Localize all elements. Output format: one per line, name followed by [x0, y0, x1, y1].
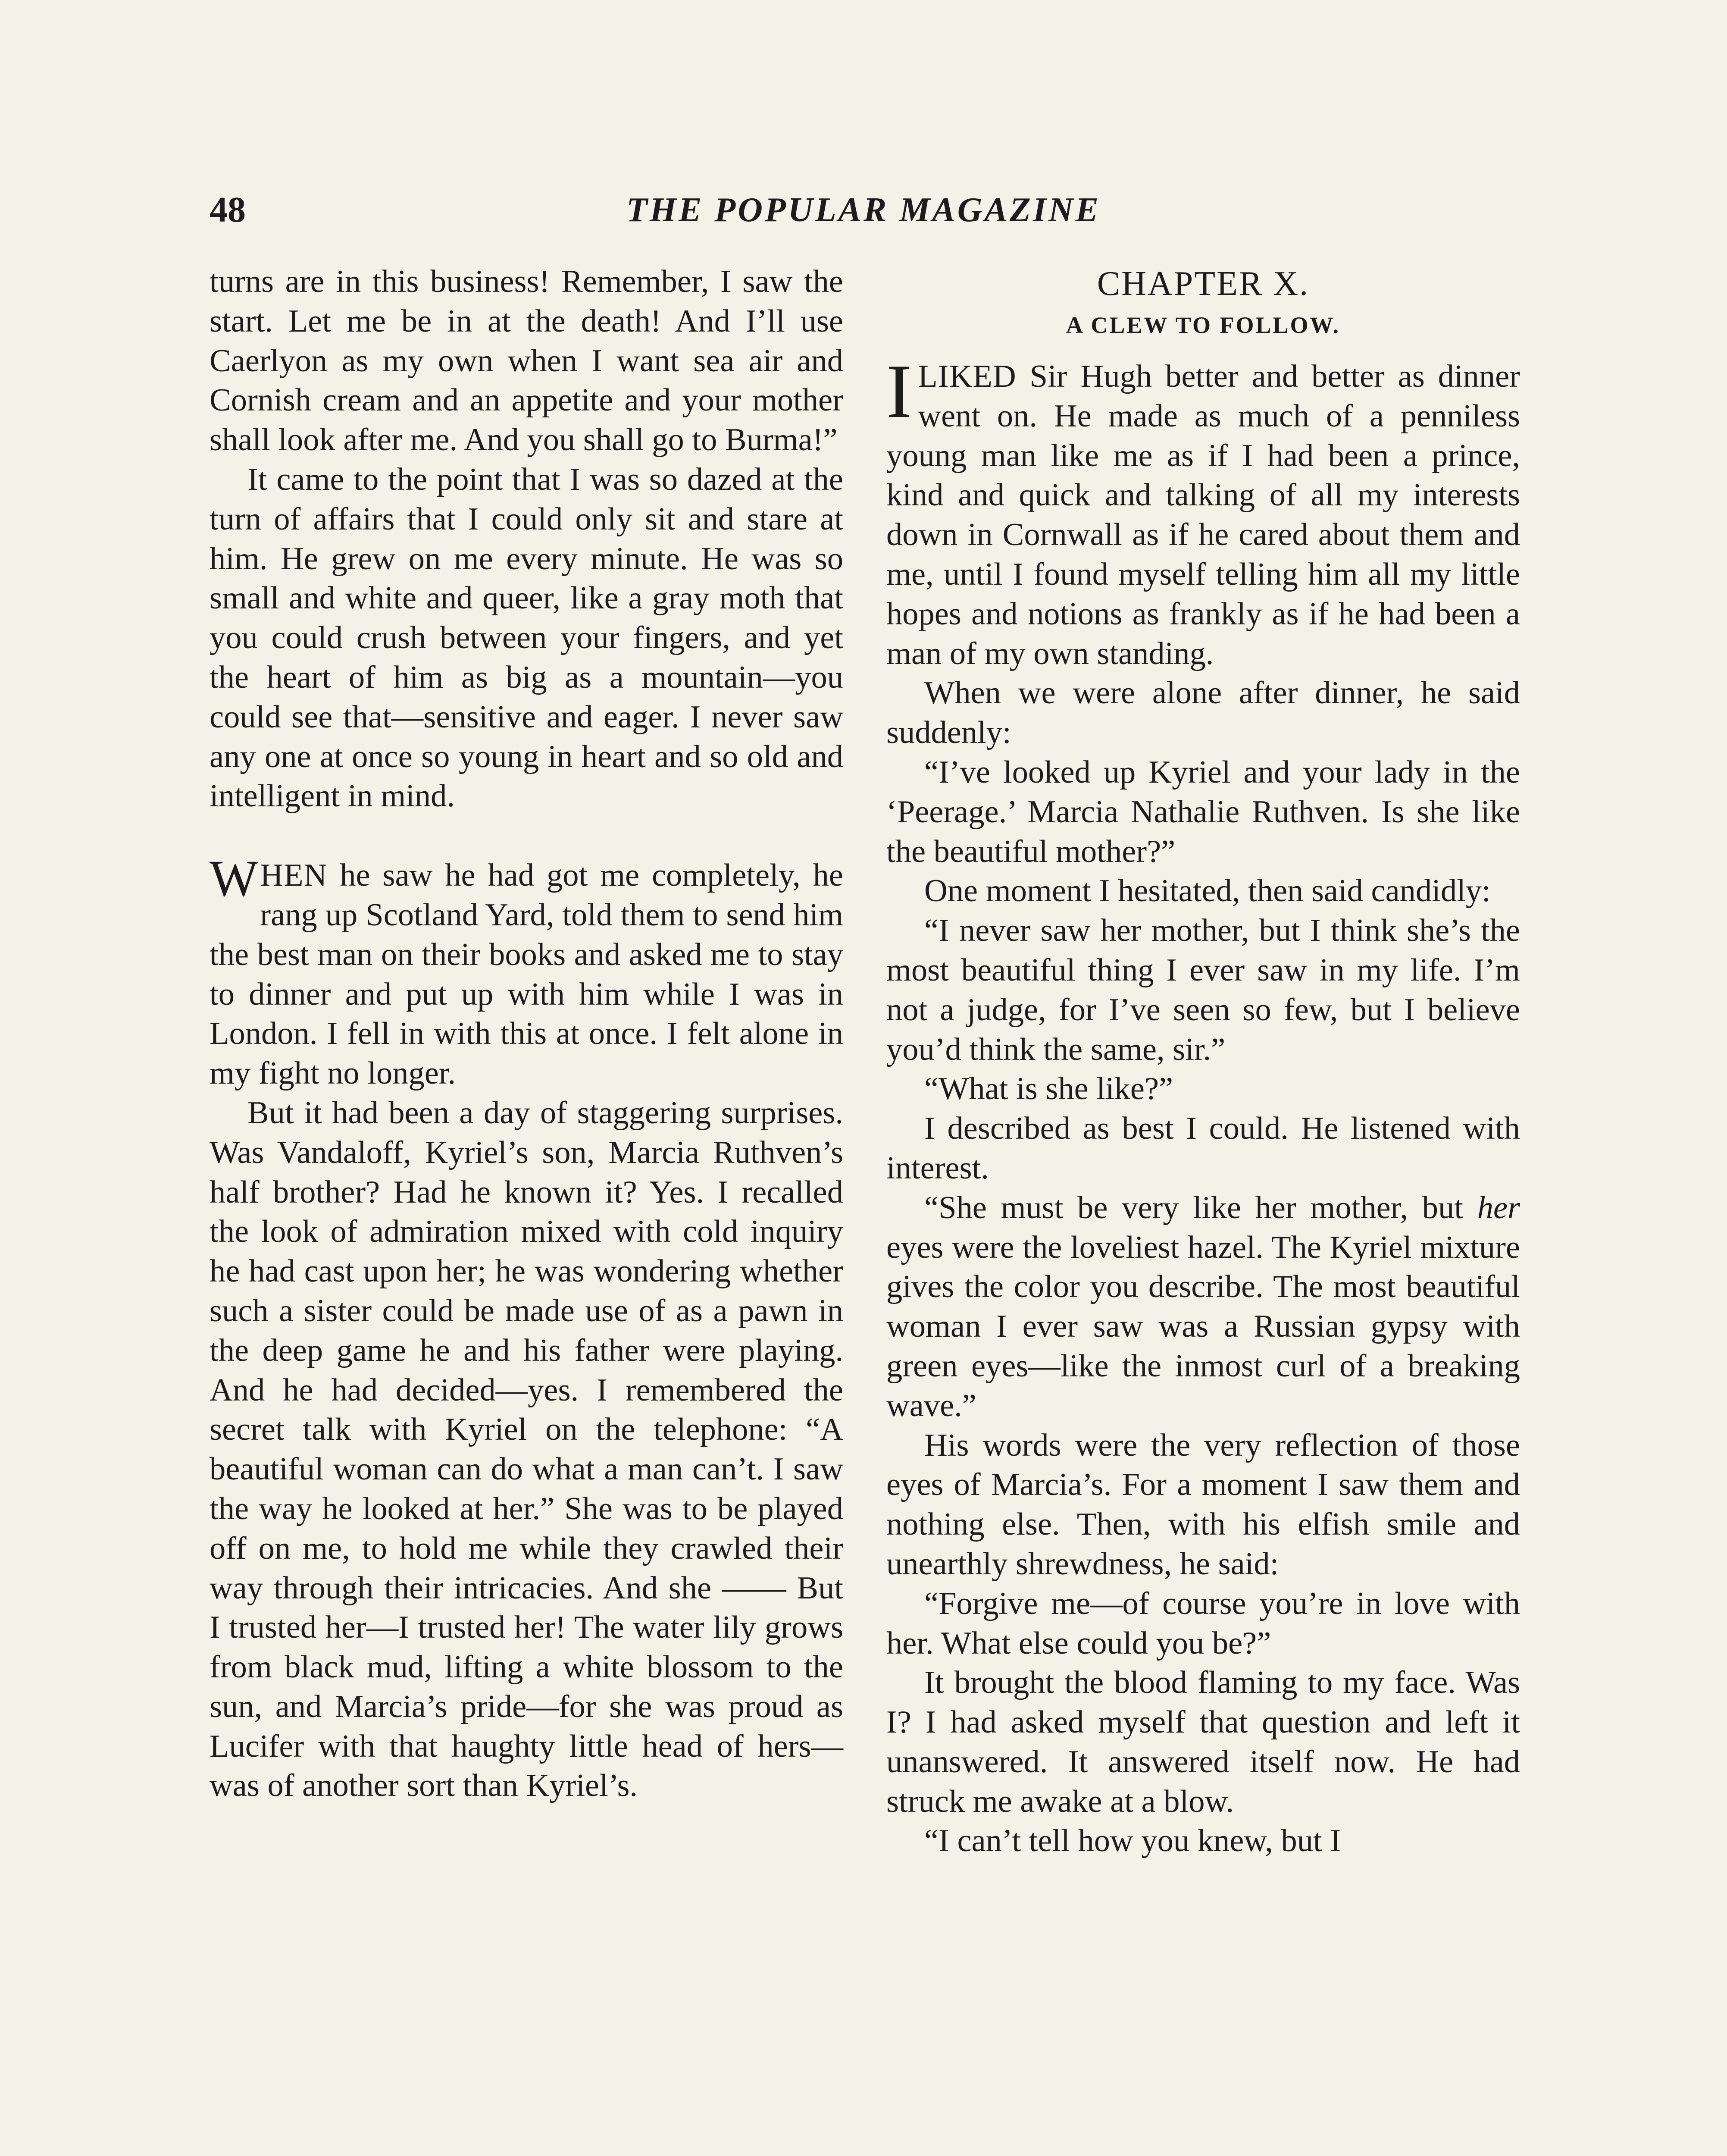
paragraph: “What is she like?” [924, 1071, 1173, 1107]
lead-in-caps: HEN [260, 858, 328, 893]
left-column [210, 262, 843, 1806]
emphasis: her [1477, 1190, 1520, 1225]
right-column [886, 262, 1520, 1861]
running-title: THE POPULAR MAGAZINE [626, 191, 1101, 229]
chapter-subtitle: A CLEW TO FOLLOW. [1066, 312, 1341, 338]
paragraph [886, 348, 1520, 674]
page-number: 48 [210, 190, 246, 230]
paragraph: His words were the very reflection of those eyes of Marcia’s. For a moment I saw them and nothing else. Then, with his elfish smile and unearthly shrewdness, he said: [886, 1427, 1520, 1582]
paragraph [210, 849, 843, 1094]
paragraph-text: “She must be very like her mother, but [924, 1190, 1477, 1225]
paragraph [886, 1188, 1520, 1426]
paragraph-text: he saw he had got me completely, he rang up Scotland Yard, told them to send him the best man on their books and asked me to stay to dinner and put up with him while I was in London. I fell in with this at once. I felt alone in my fight no longer. [210, 858, 843, 1091]
paragraph: “Forgive me—of course you’re in love with her. What else could you be?” [886, 1586, 1520, 1661]
paragraph: turns are in this business! Remember, I saw the start. Let me be in at the death! And I’ll use Caerlyon as my own when I want sea air and Cornish cream and an appetite and your mother shall look after me. And you shall go to Burma!” [210, 264, 843, 458]
paragraph-text: Sir Hugh better and better as dinner went on. He made as much of a penniless young man like me as if I had been a prince, kind and quick and talking of all my interests down in Cornwall as if he cared about them and me, until I found myself telling him all my little hopes and notions as frankly as if he had been a man of my own standing. [886, 359, 1520, 671]
paragraph: When we were alone after dinner, he said suddenly: [886, 675, 1520, 751]
paragraph: “I’ve looked up Kyriel and your lady in the ‘Peerage.’ Marcia Nathalie Ruthven. Is she like the beautiful mother?” [886, 754, 1520, 869]
paragraph: “I never saw her mother, but I think she’s the most beautiful thing I ever saw in my life. I’m not a judge, for I’ve seen so few, but I believe you’d think the same, sir.” [886, 913, 1520, 1067]
lead-in-caps: LIKED [918, 359, 1017, 394]
chapter-title: CHAPTER X. [1097, 265, 1310, 303]
section-break [210, 816, 843, 856]
drop-cap: W [210, 849, 259, 907]
page-header [0, 186, 1727, 238]
paragraph: One moment I hesitated, then said candidly: [924, 873, 1491, 909]
drop-cap: I [886, 348, 912, 434]
paragraph: It came to the point that I was so dazed at the turn of affairs that I could only sit and stare at him. He grew on me every minute. He was so small and white and queer, like a gray moth that you could crush between your fingers, and yet the heart of him as big as a mountain—you could see that—sensitive and eager. I never saw any one at once so young in heart and so old and intelligent in mind. [210, 461, 843, 814]
paragraph: “I can’t tell how you knew, but I [924, 1823, 1341, 1859]
paragraph: I described as best I could. He listened with interest. [886, 1111, 1520, 1186]
paragraph-text: eyes were the loveliest hazel. The Kyriel mixture gives the color you describe. The most beautiful woman I ever saw was a Russian gypsy with green eyes—like the inmost curl of a breaking wave.” [886, 1229, 1520, 1423]
paragraph: But it had been a day of staggering surprises. Was Vandaloff, Kyriel’s son, Marcia Ruthven’s half brother? Had he known it? Yes. I recalled the look of admiration mixed with cold inquiry he had cast upon her; he was wondering whether such a sister could be made use of as a pawn in the deep game he and his father were playing. And he had decided—yes. I remembered the secret talk with Kyriel on the telephone: “A beautiful woman can do what a man can’t. I saw the way he looked at her.” She was to be played off on me, to hold me while they crawled their way through their intricacies. And she —— But I trusted her—I trusted her! The water lily grows from black mud, lifting a white blossom to the sun, and Marcia’s pride—for she was proud as Lucifer with that haughty little head of hers—was of another sort than Kyriel’s. [210, 1095, 843, 1804]
paragraph: It brought the blood flaming to my face. Was I? I had asked myself that question and left it unanswered. It answered itself now. He had struck me awake at a blow. [886, 1665, 1520, 1819]
